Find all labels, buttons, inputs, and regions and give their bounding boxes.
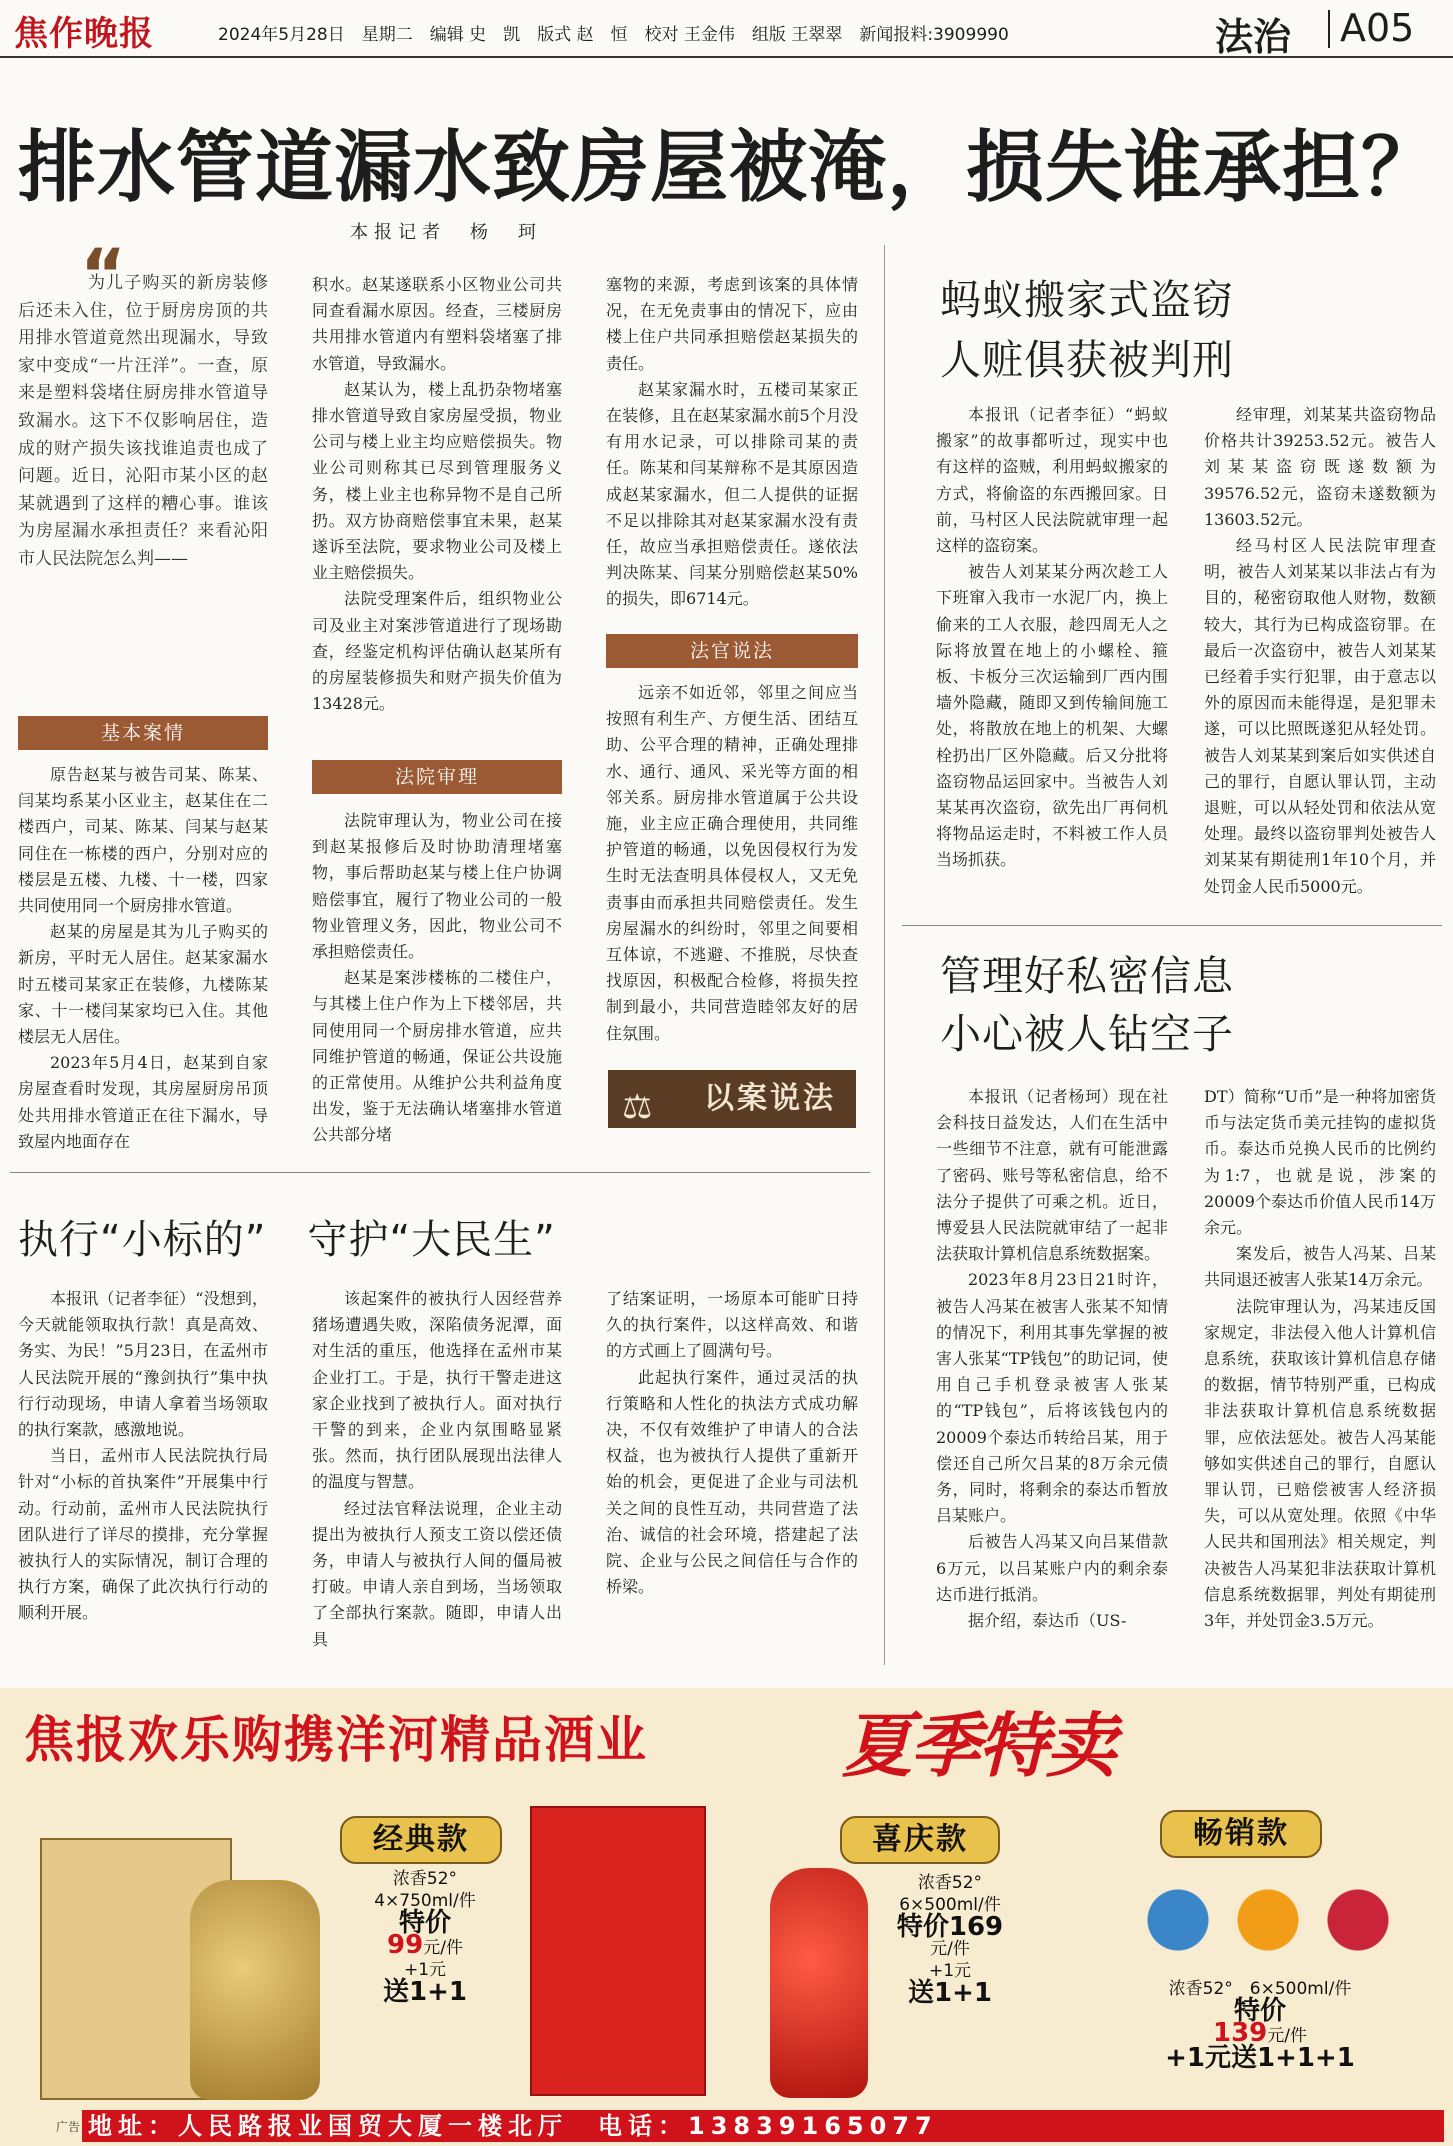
main-story-col3b	[606, 680, 858, 1052]
price-line: 特价	[398, 1908, 451, 1938]
paragraph: 法院审理认为，冯某违反国家规定，非法侵入他人计算机信息系统，获取该计算机信息存储的数据，情节特别严重，已构成非法获取计算机信息系统数据罪，应依法惩处。被告人冯某能够如实供述自己的罪行，自愿认罪认罚，已赔偿被害人经济损失，可以从宽处理。依照《中华人民共和国刑法》相关规定，判决被告人冯某犯非法获取计算机信息系统数据罪，判处有期徒刑3年，并处罚金3.5万元。	[1204, 1296, 1436, 1631]
wine-box-image	[530, 1806, 706, 2096]
price-line: 送1+1	[383, 1977, 467, 2007]
paragraph: 塞物的来源，考虑到该案的具体情况，在无免责事由的情况下，应由楼上住户共同承担赔偿赵某损失的责任。	[606, 275, 858, 373]
price-unit: 元/件	[1267, 2026, 1307, 2046]
subhead-basic-case: 基本案情	[18, 716, 268, 750]
main-story-col2a	[312, 272, 562, 742]
divider	[1328, 10, 1330, 48]
paragraph: 该起案件的被执行人因经营养猪场遭遇失败，深陷债务泥潭，面对生活的重压，他选择在孟州市某企业打工。于是，执行干警走进这家企业找到了被执行人。面对执行干警的到来，企业内氛围略显紧张。然而，执行团队展现出法律人的温度与智慧。	[312, 1289, 562, 1492]
price-line: 浓香52° 6×500ml/件	[1168, 1979, 1352, 1999]
paragraph: 远亲不如近邻，邻里之间应当按照有利生产、方便生活、团结互助、公平合理的精神，正确处理排水、通行、通风、采光等方面的相邻关系。厨房排水管道属于公共设施，业主应正确合理使用，共同维护管道的畅通，以免因侵权行为发生时无法查明具体侵权人，又无免责事由而承担共同赔偿责任。发生房屋漏水的纠纷时，邻里之间要相互体谅，不逃避、不推脱，尽快查找原因，积极配合检修，将损失控制到最小，共同营造睦邻友好的居住氛围。	[606, 683, 858, 1043]
wine-bottle-image	[770, 1868, 868, 2098]
story2-col3	[606, 1286, 858, 1670]
paragraph: 经过法官释法说理，企业主动提出为被执行人预支工资以偿还债务，申请人与被执行人间的僵局被打破。申请人亲自到场，当场领取了全部执行案款。随即，申请人出具	[312, 1498, 562, 1649]
story2-col2	[312, 1286, 562, 1670]
paragraph: DT）简称“U币”是一种将加密货币与法定货币美元挂钩的虚拟货币。泰达币兑换人民币的比例约为1:7，也就是说，涉案的20009个泰达币价值人民币14万余元。	[1204, 1087, 1436, 1238]
wine-bottle-image	[190, 1880, 320, 2100]
ad-title: 焦报欢乐购携洋河精品酒业	[24, 1711, 648, 1769]
column-rule	[884, 245, 885, 1665]
main-story-col2b	[312, 808, 562, 1158]
paragraph: 赵某是案涉楼栋的二楼住户，与其楼上住户作为上下楼邻居，共同使用同一个厨房排水管道，应共同维护管道的畅通，保证公共设施的正常使用。从维护公共利益角度出发，鉴于无法确认堵塞排水管道公共部分堵	[312, 968, 562, 1145]
story2-title: 执行“小标的” 守护“大民生”	[18, 1217, 556, 1263]
paragraph: 法院审理认为，物业公司在接到赵某报修后及时协助清理堵塞物，事后帮助赵某与楼上住户协调赔偿事宜，履行了物业公司的一般物业管理义务，因此，物业公司不承担赔偿责任。	[312, 811, 562, 962]
subhead-court-trial: 法院审理	[312, 760, 562, 794]
quote-mark-icon: “	[80, 234, 127, 316]
section-name: 法治	[1215, 15, 1292, 59]
lead-quote: 为儿子购买的新房装修后还未入住，位于厨房房顶的共用排水管道竟然出现漏水，导致家中变成“一片汪洋”。一查，原来是塑料袋堵住厨房排水管道导致漏水。这下不仅影响居住，造成的财产损失该找谁追责也成了问题。近日，沁阳市某小区的赵某就遇到了这样的糟心事。谁该为房屋漏水承担责任？来看沁阳市人民法院怎么判——	[18, 273, 268, 569]
price-line: 特价	[1233, 1996, 1286, 2026]
page-number: A05	[1340, 6, 1415, 50]
story4-title-line2: 小心被人钻空子	[940, 1010, 1234, 1058]
price-line: 浓香52°	[392, 1869, 458, 1889]
paragraph: 本报讯（记者李征）“没想到，今天就能领取执行款！真是高效、务实、为民！”5月23日，在孟州市人民法院开展的“豫剑执行”集中执行行动现场，申请人拿着当场领取的执行案款，感激地说。	[18, 1289, 268, 1440]
paragraph: 法院受理案件后，组织物业公司及业主对案涉管道进行了现场勘查，经鉴定机构评估确认赵某所有的房屋装修损失和财产损失价值为13428元。	[312, 589, 562, 714]
story3-title-line1: 蚂蚁搬家式盗窃	[940, 276, 1234, 324]
promo-label: 以案说法	[704, 1081, 836, 1116]
price-line: 特价169	[896, 1912, 1004, 1942]
ad-label: 广告	[56, 2120, 81, 2134]
gavel-icon: ⚖	[622, 1087, 656, 1127]
section-rule	[10, 1172, 870, 1173]
price-line: 送1+1	[908, 1978, 992, 2008]
byline: 本报记者 杨 珂	[350, 222, 542, 243]
paragraph: 据介绍，泰达币（US-	[968, 1611, 1127, 1631]
price-line: +1元	[403, 1960, 447, 1980]
price-line: 4×750ml/件	[374, 1891, 476, 1911]
price-value: 139	[1212, 2018, 1268, 2048]
product-tag-festive: 喜庆款	[840, 1816, 1000, 1864]
paragraph: 积水。赵某遂联系小区物业公司共同查看漏水原因。经查，三楼厨房共用排水管道内有塑料袋堵塞了排水管道，导致漏水。	[312, 275, 562, 373]
price-line: +1元	[928, 1961, 972, 1981]
paragraph: 当日，孟州市人民法院执行局针对“小标的首执案件”开展集中行动。行动前，孟州市人民法院执行团队进行了详尽的摸排，充分掌握被执行人的实际情况，制订合理的执行方案，确保了此次执行行动的顺利开展。	[18, 1446, 268, 1623]
story4-title-line1: 管理好私密信息	[940, 952, 1234, 1000]
paragraph: 被告人刘某某分两次趁工人下班窜入我市一水泥厂内，换上偷来的工人衣服，趁四周无人之际将放置在地上的小螺栓、箍板、卡板分三次运输到厂西内围墙外隐藏，随即又到传输间施工处，将散放在地上的机架、大螺栓扔出厂区外隐藏。后又分批将盗窃物品运回家中。当被告人刘某某再次盗窃，欲先出厂再伺机将物品运走时，不料被工作人员当场抓获。	[936, 562, 1168, 870]
ad-address-bar	[82, 2110, 1444, 2142]
paragraph: 了结案证明，一场原本可能旷日持久的执行案件，以这样高效、和谐的方式画上了圆满句号。	[606, 1289, 858, 1361]
paragraph: 后被告人冯某又向吕某借款6万元，以吕某账户内的剩余泰达币进行抵消。	[936, 1532, 1168, 1604]
product-price-bestseller	[1100, 1978, 1420, 2073]
paragraph: 此起执行案件，通过灵活的执行策略和人性化的执法方式成功解决，不仅有效维护了申请人的合法权益，也为被执行人提供了重新开始的机会，更促进了企业与司法机关之间的良性互动，共同营造了法治、诚信的社会环境，搭建起了法院、企业与公民之间信任与合作的桥梁。	[606, 1367, 858, 1597]
product-tag-classic: 经典款	[340, 1816, 502, 1864]
price-value: 99	[387, 1930, 424, 1960]
ad-sale-banner: 夏季特卖	[842, 1704, 1114, 1787]
newspaper-logo: 焦作晚报	[14, 14, 154, 54]
product-price-classic	[350, 1868, 500, 2007]
price-line: 浓香52°	[917, 1873, 983, 1893]
story3-col1	[936, 402, 1168, 922]
paragraph: 本报讯（记者李征）“蚂蚁搬家”的故事都听过，现实中也有这样的盗贼，利用蚂蚁搬家的方式，将偷盗的东西搬回家。日前，马村区人民法院就审理一起这样的盗窃案。	[936, 405, 1168, 556]
price-line: +1元送1+1+1	[1165, 2043, 1355, 2073]
main-story-col3a	[606, 272, 858, 610]
section-rule	[902, 925, 1442, 926]
subhead-judge-says: 法官说法	[606, 634, 858, 668]
paragraph: 2023年5月4日，赵某到自家房屋查看时发现，其房屋厨房吊顶处共用排水管道正在往下漏水，导致屋内地面存在	[18, 1053, 268, 1151]
paragraph: 2023年8月23日21时许，被告人冯某在被害人张某不知情的情况下，利用其事先掌握的被害人张某“TP钱包”的助记词，使用自己手机登录被害人张某的“TP钱包”，后将该钱包内的20009个泰达币转给吕某，用于偿还自己所欠吕某的8万余元债务，同时，将剩余的泰达币暂放吕某账户。	[936, 1270, 1168, 1526]
paragraph: 经审理，刘某某共盗窃物品价格共计39253.52元。被告人刘某某盗窃既遂数额为39576.52元，盗窃未遂数额为13603.52元。	[1204, 405, 1436, 529]
paragraph: 经马村区人民法院审理查明，被告人刘某某以非法占有为目的，秘密窃取他人财物，数额较大，其行为已构成盗窃罪。在最后一次盗窃中，被告人刘某某已经着手实行犯罪，由于意志以外的原因而未能得逞，是犯罪未遂，可以比照既遂犯从轻处罚。被告人刘某某到案后如实供述自己的罪行，自愿认罪认罚，主动退赃，可以从轻处罚和依法从宽处理。最终以盗窃罪判处被告人刘某某有期徒刑1年10个月，并处罚金人民币5000元。	[1204, 536, 1436, 896]
product-price-festive	[860, 1872, 1040, 2008]
story4-col1	[936, 1084, 1168, 1674]
issue-meta: 2024年5月28日 星期二 编辑 史 凯 版式 赵 恒 校对 王金伟 组版 王翠翠 新闻报料:3909990	[218, 25, 1009, 45]
story3-title-line2: 人赃俱获被判刑	[940, 336, 1234, 384]
story2-col1	[18, 1286, 268, 1670]
wine-bottles-image	[1070, 1870, 1430, 1970]
ad-address: 地址：人民路报业国贸大厦一楼北厅 电话：13839165077	[88, 2112, 938, 2140]
paragraph: 赵某认为，楼上乱扔杂物堵塞排水管道导致自家房屋受损，物业公司与楼上业主均应赔偿损失。物业公司则称其已尽到管理服务义务，楼上业主也称异物不是自己所扔。双方协商赔偿事宜未果，赵某遂诉至法院，要求物业公司及楼上业主赔偿损失。	[312, 379, 562, 583]
paragraph: 赵某的房屋是其为儿子购买的新房，平时无人居住。赵某家漏水时五楼司某家正在装修，九楼陈某家、十一楼闫某家均已入住。其他楼层无人居住。	[18, 922, 268, 1047]
paragraph: 案发后，被告人冯某、吕某共同退还被害人张某14万余元。	[1204, 1244, 1436, 1290]
price-line: 6×500ml/件	[899, 1895, 1001, 1915]
price-unit: 元/件	[930, 1939, 970, 1959]
page-headline: 排水管道漏水致房屋被淹，损失谁承担？	[18, 123, 1441, 213]
main-story-col1	[18, 762, 268, 1160]
case-law-promo	[608, 1070, 856, 1128]
paragraph: 本报讯（记者杨珂）现在社会科技日益发达，人们在生活中一些细节不注意，就有可能泄露了密码、账号等私密信息，给不法分子提供了可乘之机。近日，博爱县人民法院就审结了一起非法获取计算机信息系统数据案。	[936, 1087, 1168, 1264]
story3-col2	[1204, 402, 1436, 922]
story4-col2	[1204, 1084, 1436, 1674]
paragraph: 赵某家漏水时，五楼司某家正在装修，且在赵某家漏水前5个月没有用水记录，可以排除司某的责任。陈某和闫某辩称不是其原因造成赵某家漏水，但二人提供的证据不足以排除其对赵某家漏水没有责任，故应当承担赔偿责任。遂依法判决陈某、闫某分别赔偿赵某50%的损失，即6714元。	[606, 379, 858, 609]
paragraph: 原告赵某与被告司某、陈某、闫某均系某小区业主，赵某住在二楼西户，司某、陈某、闫某与赵某同住在一栋楼的西户，分别对应的楼层是五楼、九楼、十一楼，四家共同使用同一个厨房排水管道。	[18, 765, 268, 916]
price-unit: 元/件	[423, 1938, 463, 1958]
product-tag-bestseller: 畅销款	[1160, 1810, 1322, 1858]
